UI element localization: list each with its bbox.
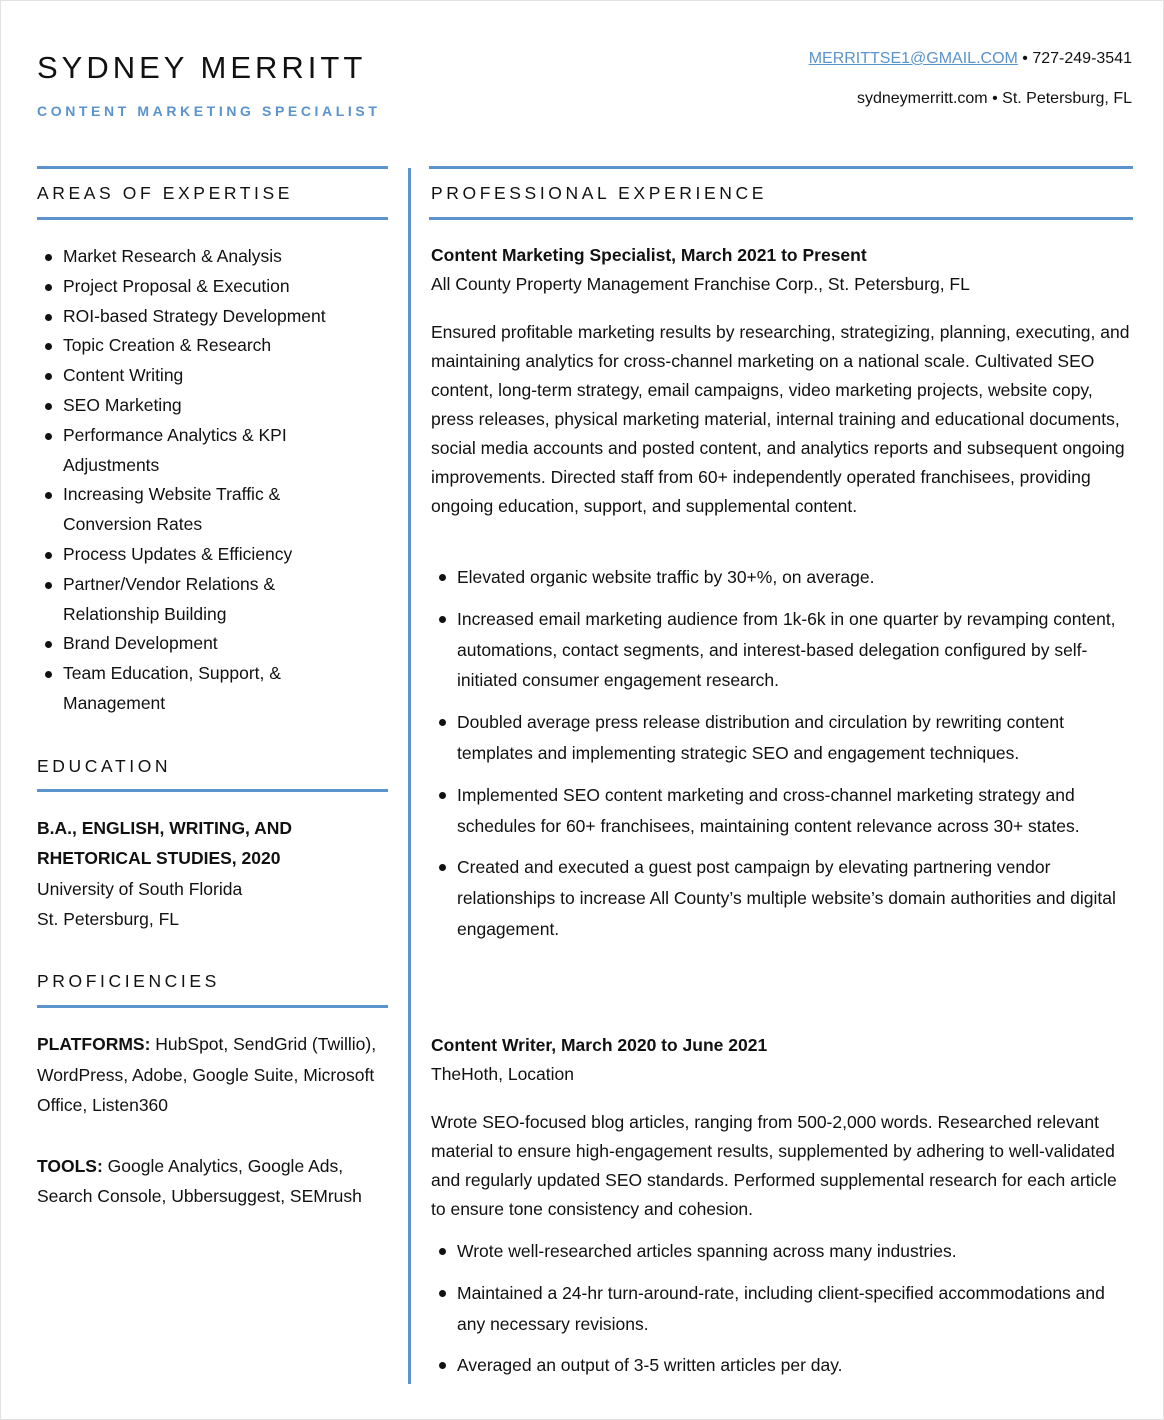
list-item: Increasing Website Traffic & Conversion Rates bbox=[37, 480, 313, 540]
expertise-list bbox=[37, 242, 387, 719]
divider bbox=[37, 789, 388, 792]
candidate-name: SYDNEY MERRITT bbox=[37, 50, 367, 85]
section-title-proficiencies: PROFICIENCIES bbox=[37, 971, 220, 991]
job-title: Content Marketing Specialist, March 2021 to Present bbox=[431, 245, 867, 265]
job-company: All County Property Management Franchise Corp., St. Petersburg, FL bbox=[431, 274, 970, 294]
separator: • bbox=[992, 90, 998, 107]
list-item: Performance Analytics & KPI Adjustments bbox=[37, 421, 313, 481]
divider bbox=[37, 217, 388, 220]
list-item: SEO Marketing bbox=[37, 391, 387, 421]
email-link[interactable]: MERRITTSE1@GMAIL.COM bbox=[808, 50, 1018, 67]
job-description: Wrote SEO-focused blog articles, ranging from 500-2,000 words. Researched relevant material to ensure high-engagement results, supplemented by adhering to well-validated and regularly updated SEO standards. Performed supplemental research for each article to ensure tone consistency and cohesion. bbox=[431, 1112, 1117, 1219]
list-item: Brand Development bbox=[37, 629, 387, 659]
column-divider bbox=[408, 168, 411, 1384]
job-achievements bbox=[431, 562, 1131, 956]
platforms bbox=[37, 1029, 382, 1121]
job-company: TheHoth, Location bbox=[431, 1064, 575, 1084]
list-item: ROI-based Strategy Development bbox=[37, 302, 387, 332]
job-title: Content Writer, March 2020 to June 2021 bbox=[431, 1035, 768, 1055]
list-item: Team Education, Support, & Management bbox=[37, 659, 313, 719]
list-item: Wrote well-researched articles spanning across many industries. bbox=[431, 1236, 1131, 1267]
location: St. Petersburg, FL bbox=[1002, 90, 1132, 107]
section-title-expertise: AREAS OF EXPERTISE bbox=[37, 183, 294, 203]
list-item: Process Updates & Efficiency bbox=[37, 540, 387, 570]
candidate-title: CONTENT MARKETING SPECIALIST bbox=[37, 103, 381, 119]
separator: • bbox=[1022, 50, 1028, 67]
contact-line-1 bbox=[809, 50, 1132, 68]
list-item: Project Proposal & Execution bbox=[37, 272, 387, 302]
platforms-value: HubSpot, SendGrid (Twillio), WordPress, Adobe, Google Suite, Microsoft Office, Listen360 bbox=[37, 1034, 377, 1116]
section-title-experience: PROFESSIONAL EXPERIENCE bbox=[431, 183, 767, 203]
job-description: Ensured profitable marketing results by researching, strategizing, planning, executing, and maintaining analytics for cross-channel marketing on a national scale. Cultivated SEO content, long-term strategy, email campaigns, video marketing projects, website copy, press releases, physical marketing material, internal training and educational documents, social media accounts and posted content, and analytics reports and subsequent ongoing improvements. Directed staff from 60+ independently operated franchisees, providing ongoing education, support, and supplemental content. bbox=[431, 322, 1130, 516]
list-item: Partner/Vendor Relations & Relationship Building bbox=[37, 570, 313, 630]
list-item: Implemented SEO content marketing and cross-channel marketing strategy and schedules for 60+ franchisees, maintaining content relevance across 30+ states. bbox=[431, 780, 1131, 842]
tools-value: Google Analytics, Google Ads, Search Console, Ubbersuggest, SEMrush bbox=[37, 1156, 362, 1206]
list-item: Topic Creation & Research bbox=[37, 331, 387, 361]
job-achievements bbox=[431, 1236, 1131, 1392]
list-item: Doubled average press release distribution and circulation by rewriting content templates and implementing strategic SEO and engagement techniques. bbox=[431, 707, 1131, 769]
list-item: Content Writing bbox=[37, 361, 387, 391]
website: sydneymerritt.com bbox=[856, 90, 988, 107]
phone-number: 727-249-3541 bbox=[1032, 50, 1132, 67]
tools bbox=[37, 1151, 382, 1211]
list-item: Averaged an output of 3-5 written articles per day. bbox=[431, 1350, 1131, 1381]
list-item: Maintained a 24-hr turn-around-rate, including client-specified accommodations and any necessary revisions. bbox=[431, 1278, 1131, 1340]
list-item: Market Research & Analysis bbox=[37, 242, 387, 272]
divider bbox=[37, 1005, 388, 1008]
divider bbox=[429, 217, 1133, 220]
divider bbox=[429, 166, 1133, 169]
section-title-education: EDUCATION bbox=[37, 756, 172, 776]
tools-label: TOOLS: bbox=[37, 1156, 103, 1176]
school: University of South Florida bbox=[37, 879, 243, 899]
degree: B.A., ENGLISH, WRITING, AND RHETORICAL STUDIES, 2020 bbox=[37, 818, 293, 868]
school-location: St. Petersburg, FL bbox=[37, 909, 180, 929]
list-item: Increased email marketing audience from 1k-6k in one quarter by revamping content, automations, contact segments, and interest-based delegation configured by self-initiated consumer engagement research. bbox=[431, 604, 1131, 696]
platforms-label: PLATFORMS: bbox=[37, 1034, 151, 1054]
divider bbox=[37, 166, 388, 169]
contact-line-2 bbox=[857, 90, 1132, 108]
list-item: Elevated organic website traffic by 30+%, on average. bbox=[431, 562, 1131, 593]
list-item: Created and executed a guest post campaign by elevating partnering vendor relationships to increase All County’s multiple website’s domain authorities and digital engagement. bbox=[431, 852, 1131, 944]
